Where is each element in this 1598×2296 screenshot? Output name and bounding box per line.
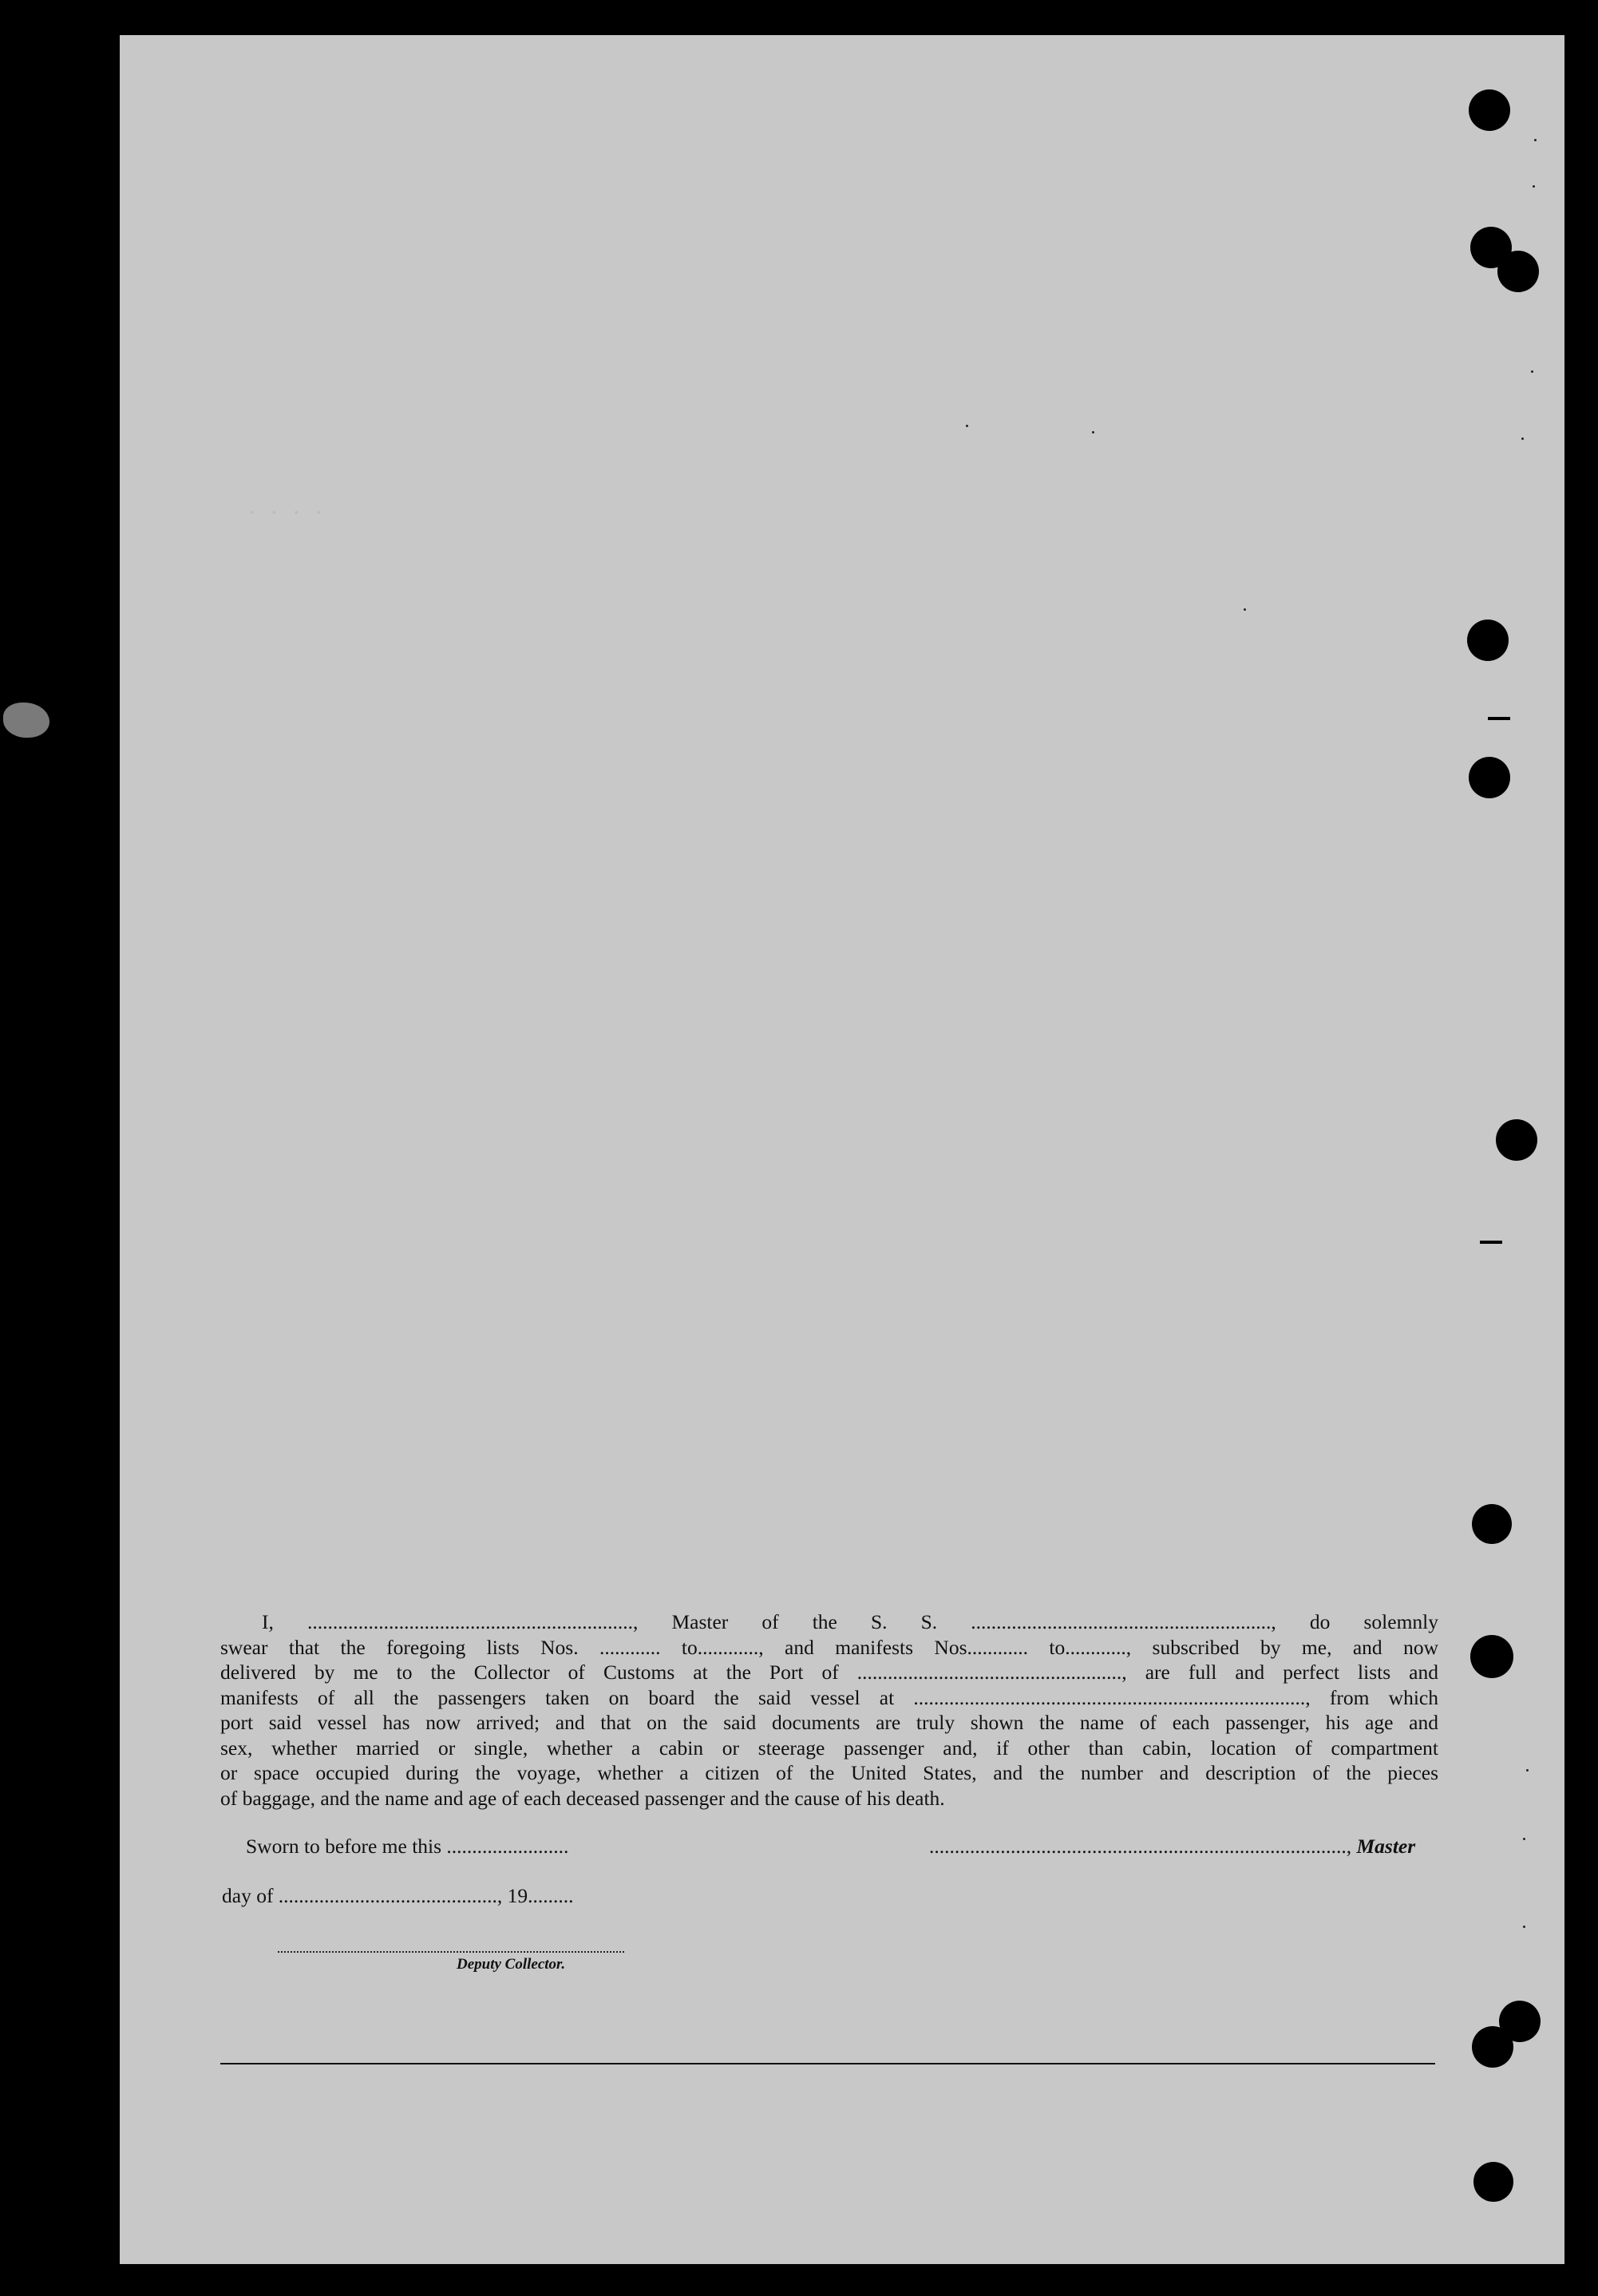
speck	[1523, 1838, 1525, 1840]
punch-hole	[1472, 2026, 1513, 2068]
speck	[1092, 431, 1094, 433]
punch-hole	[1469, 757, 1510, 798]
punch-hole	[1467, 620, 1509, 661]
bleed-through: · · · ·	[247, 498, 326, 528]
speck	[966, 425, 968, 427]
day-line	[222, 1884, 574, 1908]
manifest-page	[120, 35, 1564, 2264]
oath-line: swear that the foregoing lists Nos. ............ to............, and manifests Nos............ to............, subscribed by me, and now	[220, 1635, 1438, 1659]
speck	[1526, 1769, 1529, 1771]
deputy-collector-label: Deputy Collector.	[457, 1956, 566, 1973]
day-text: day of ..........................................., 19.........	[222, 1884, 574, 1907]
speck	[1533, 185, 1535, 188]
oath-line: port said vessel has now arrived; and that on the said documents are truly shown the name of each passenger, his age and	[220, 1711, 1438, 1734]
master-signature-dots: ..................................................................................,	[929, 1835, 1352, 1858]
master-label: Master	[1356, 1835, 1416, 1858]
speck	[1531, 370, 1533, 373]
punch-hole	[1469, 89, 1510, 131]
sworn-line	[246, 1835, 568, 1859]
punch-hole	[1473, 2162, 1513, 2202]
deputy-signature-rule	[278, 1951, 624, 1953]
sworn-text: Sworn to before me this ........................	[246, 1835, 569, 1858]
speck	[1534, 139, 1537, 141]
oath-line: delivered by me to the Collector of Customs at the Port of ...................................................., are full and perfect lists and	[220, 1661, 1438, 1684]
edge-mark	[1480, 1241, 1502, 1244]
oath-line: sex, whether married or single, whether a cabin or steerage passenger and, if other than cabin, location of compartment	[220, 1736, 1438, 1760]
oath-line: I, ................................................................, Master of the S. S. ..........................................................., do solemnly	[262, 1610, 1438, 1633]
oath-line: manifests of all the passengers taken on board the said vessel at ............................................................................., from which	[220, 1685, 1438, 1709]
speck	[1523, 1926, 1525, 1928]
master-oath-paragraph	[220, 1609, 1438, 1811]
oath-line: of baggage, and the name and age of each deceased passenger and the cause of his death.	[220, 1786, 945, 1810]
edge-smudge	[3, 703, 49, 738]
master-signature-line	[929, 1835, 1415, 1859]
punch-hole	[1470, 1635, 1513, 1678]
bottom-rule	[220, 2063, 1435, 2064]
speck	[1521, 437, 1524, 440]
oath-line: or space occupied during the voyage, whether a citizen of the United States, and the number and description of the pieces	[220, 1761, 1438, 1784]
edge-mark	[1488, 717, 1510, 720]
punch-hole	[1497, 251, 1539, 292]
punch-hole	[1496, 1119, 1537, 1161]
punch-hole	[1472, 1504, 1512, 1544]
speck	[1244, 608, 1246, 611]
